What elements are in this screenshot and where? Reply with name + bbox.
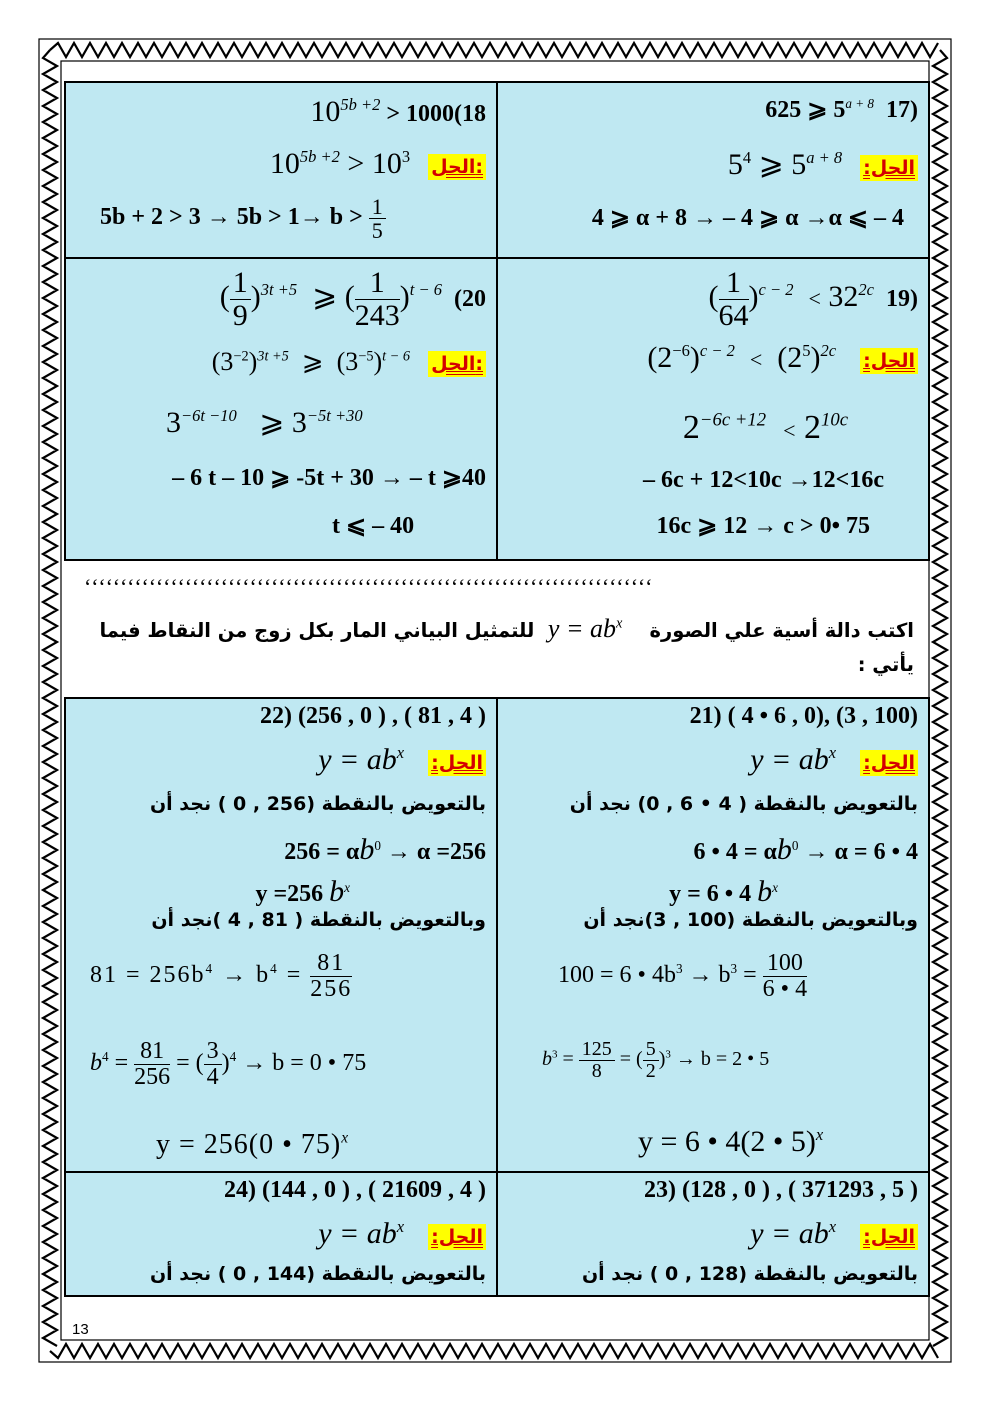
problem-22-substitution-2: وبالتعويض بالنقطة ( 81 , 4 )نجد أن: [151, 909, 486, 931]
problem-24-cell: [66, 1173, 496, 1295]
problem-19-cell: [498, 259, 928, 559]
problem-17-cell: [498, 83, 928, 257]
table-exponential-functions: [64, 697, 930, 1297]
problem-24-equation: الحل: $y = ab^x$: [318, 1217, 486, 1251]
problem-20-step-1: $(3^{-2})^{3t +5}$ ⩾ $(3^{-5})^{t - 6}$ الحل:: [212, 347, 486, 377]
page-number: 13: [72, 1321, 89, 1338]
problem-17-step-2: 4 ⩾ α + 8 → – 4 ⩾ α →α ⩽ – 4: [591, 205, 904, 231]
solution-label: الحل:: [860, 750, 918, 776]
problem-20-step-2: $3^{-6t -10}$ ⩾ $3^{-5t +30}$: [166, 406, 363, 439]
problem-17-step-1: الحل: $5^4$ ⩾ $5^{a + 8}$: [728, 147, 918, 182]
problem-20-step-3: – 6 t – 10 ⩾ -5t + 30 → – t ⩾40: [172, 465, 486, 491]
table-inequalities: [64, 81, 930, 561]
problem-20-step-4: t ⩽ – 40: [332, 513, 415, 539]
problem-20-cell: [66, 259, 496, 559]
problem-22-equation: الحل: $y = ab^x$: [318, 743, 486, 777]
solution-label: الحل:: [860, 1224, 918, 1250]
solution-label: الحل:: [428, 750, 486, 776]
problem-21-cell: [498, 699, 928, 1171]
problem-22-result: y = 256(0 • 75)$^x$: [156, 1129, 350, 1160]
problem-19-statement: (19 ( $\frac{1}{64}$ )$^{c - 2} < 32^{2c}$: [708, 266, 918, 332]
problem-22-substitution-1: بالتعويض بالنقطة (256 , 0 ) نجد أن: [149, 793, 486, 815]
solution-label: الحل:: [428, 154, 486, 180]
problem-18-statement: $10^{5b +2} > 1000(18$: [310, 95, 486, 128]
problem-18-cell: [66, 83, 496, 257]
problem-24-substitution-1: بالتعويض بالنقطة (144 , 0 ) نجد أن: [149, 1263, 486, 1285]
problem-21-equation: الحل: $y = ab^x$: [750, 743, 918, 777]
problem-21-substitution-1: بالتعويض بالنقطة ( 4 • 6 , 0) نجد أن: [569, 793, 918, 815]
problem-20-statement: ( $\frac{1}{9}$ )$^{3t +5}$ ⩾ ( $\frac{1}{243}$ )$^{t - 6}$ (20: [219, 266, 486, 332]
problem-21-substitution-2: وبالتعويض بالنقطة (100 , 3)نجد أن: [583, 909, 918, 931]
solution-label: الحل:: [428, 1224, 486, 1250]
problem-18-step-2: 5b + 2 > 3 → 5b > 1→ b > $\frac{1}{5}$: [100, 195, 386, 242]
problem-21-step-4: $b^3$ = $\frac{125}{8}$ = ( $\frac{5}{2}$ )$^3$ → b = 2 • 5: [542, 1038, 770, 1082]
problem-19-step-2: $2^{-6c +12} < 2^{10c}$: [682, 409, 848, 446]
task-statement: اكتب دالة أسية علي الصورة $y = ab^x$ للتمثيل البياني المار بكل زوج من النقاط فيما يأتي :: [99, 614, 914, 676]
problem-23-substitution-1: بالتعويض بالنقطة (128 , 0 ) نجد أن: [581, 1263, 918, 1285]
problem-24-statement: 24) (144 , 0 ) , ( 21609 , 4 ): [224, 1177, 486, 1203]
problem-21-result: y = 6 • 4(2 • 5)$^x$: [638, 1125, 824, 1158]
problem-21-step-1: 6 • $4 = \alpha b^0 \to \alpha = 6$ • 4: [693, 833, 918, 866]
problem-22-step-4: $b^4$ = $\frac{81}{256}$ = ( $\frac{3}{4}$ )$^4$ → b = 0 • 75: [90, 1038, 367, 1091]
problem-22-step-1: $256 = \alpha b^0 \to \alpha =256$: [284, 833, 486, 866]
problem-17-statement: (17 625 ⩾ $5^{a + 8}$: [765, 96, 918, 123]
problem-21-step-3: 100 = 6 • $4b^3 \to b^3$ = $\frac{100}{6 • 4}$: [558, 950, 808, 1003]
problem-22-statement: 22) (256 , 0 ) , ( 81 , 4 ): [260, 703, 486, 729]
problem-22-step-3: $81 = 256b^4 \to b^4$ = $\frac{81}{256}$: [90, 950, 353, 1003]
problem-21-statement: 21) ( 4 • 6 , 0), (3 , 100): [689, 703, 918, 729]
problem-19-step-4: 16c ⩾ 12 → c > 0• 75: [656, 513, 870, 539]
solution-label: الحل:: [428, 351, 486, 377]
problem-23-statement: 23) (128 , 0 ) , ( 371293 , 5 ): [644, 1177, 918, 1203]
problem-21-step-2: y = 6 • 4 $b^x$: [669, 875, 778, 908]
problem-23-cell: [498, 1173, 928, 1295]
problem-19-step-1: الحل: $(2^{-6})^{c - 2} < (2^5)^{2c}$: [647, 341, 918, 375]
separator-line: ‘‘‘‘‘‘‘‘‘‘‘‘‘‘‘‘‘‘‘‘‘‘‘‘‘‘‘‘‘‘‘‘‘‘‘‘‘‘‘‘‘‘‘‘‘‘‘‘‘‘‘‘‘‘‘‘‘‘‘‘‘‘‘‘‘‘‘‘‘‘‘‘‘‘‘‘‘‘‘: [84, 574, 654, 599]
solution-label: الحل:: [860, 348, 918, 374]
problem-22-step-2: y =256 $b^x$: [255, 875, 350, 908]
solution-label: الحل:: [860, 155, 918, 181]
problem-18-step-1: $10^{5b +2} > 10^3$ الحل:: [270, 147, 486, 181]
problem-19-step-3: – 6c + 12<10c →12<16c: [643, 467, 884, 493]
problem-23-equation: الحل: $y = ab^x$: [750, 1217, 918, 1251]
problem-22-cell: [66, 699, 496, 1171]
